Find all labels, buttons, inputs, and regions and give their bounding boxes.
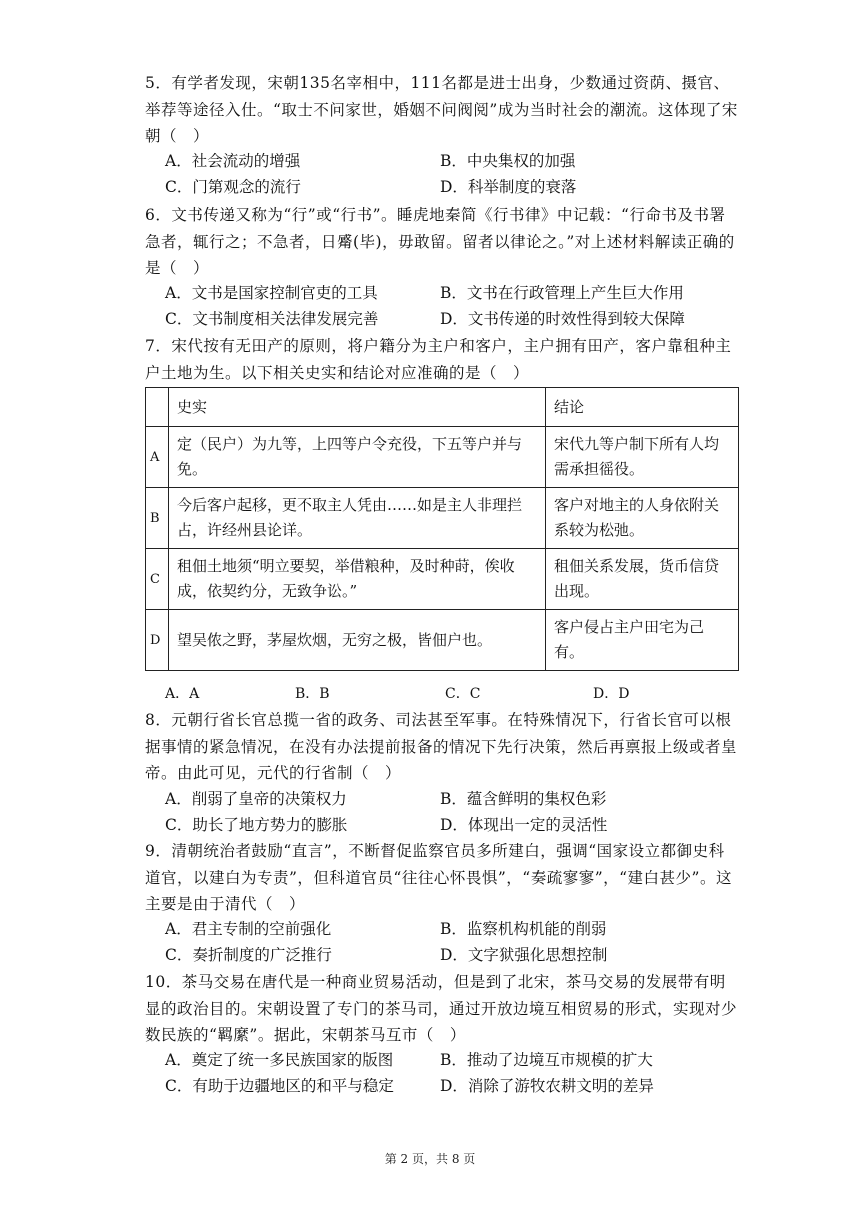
row-conclusion: 宋代九等户制下所有人均需承担徭役。 <box>546 427 739 488</box>
page-footer: 第 2 页，共 8 页 <box>384 1152 476 1166</box>
question-9-options-row-1 <box>165 916 740 942</box>
option-a[interactable]: A．削弱了皇帝的决策权力 <box>165 790 347 808</box>
option-b[interactable]: B．监察机构机能的削弱 <box>440 920 607 938</box>
table-header-label <box>146 388 169 427</box>
option-d[interactable]: D．消除了游牧农耕文明的差异 <box>440 1077 654 1095</box>
option-a[interactable]: A．社会流动的增强 <box>165 152 301 170</box>
question-9-stem: 9．清朝统治者鼓励“直言”，不断督促监察官员多所建白，强调“国家设立都御史科道官，以建白为专责”，但科道官员“往往心怀畏惧”，“奏疏寥寥”，“建白甚少”。这主要是由于清代（ ） <box>145 842 732 913</box>
option-d[interactable]: D．文字狱强化思想控制 <box>440 946 608 964</box>
table-header-conclusion: 结论 <box>546 388 739 427</box>
option-a[interactable]: A．奠定了统一多民族国家的版图 <box>165 1051 394 1069</box>
option-c[interactable]: C．有助于边疆地区的和平与稳定 <box>165 1077 394 1095</box>
option-d[interactable]: D．D <box>593 686 630 702</box>
table-row <box>146 427 739 488</box>
table-row <box>146 488 739 549</box>
option-d[interactable]: D．科举制度的衰落 <box>440 178 577 196</box>
table-row <box>146 549 739 610</box>
row-conclusion: 租佃关系发展，货币信贷出现。 <box>546 549 739 610</box>
row-label: D <box>146 610 169 671</box>
option-d[interactable]: D．体现出一定的灵活性 <box>440 816 608 834</box>
option-d[interactable]: D．文书传递的时效性得到较大保障 <box>440 310 685 328</box>
question-8-options-row-1 <box>165 786 740 812</box>
question-9-options-row-2 <box>165 942 740 968</box>
row-label: A <box>146 427 169 488</box>
table-header-row <box>146 388 739 427</box>
question-10-stem: 10．茶马交易在唐代是一种商业贸易活动，但是到了北宋，茶马交易的发展带有明显的政治目的。宋朝设置了专门的茶马司，通过开放边境互相贸易的形式，实现对少数民族的“羁縻”。据此，宋朝茶马互市（ ） <box>145 973 738 1044</box>
option-b[interactable]: B．蕴含鲜明的集权色彩 <box>440 790 607 808</box>
question-6-options-row-1 <box>165 280 740 306</box>
option-b[interactable]: B．推动了边境互市规模的扩大 <box>440 1051 653 1069</box>
option-c[interactable]: C．门第观念的流行 <box>165 178 301 196</box>
row-conclusion: 客户对地主的人身依附关系较为松弛。 <box>546 488 739 549</box>
option-a[interactable]: A．君主专制的空前强化 <box>165 920 332 938</box>
row-conclusion: 客户侵占主户田宅为己有。 <box>546 610 739 671</box>
option-c[interactable]: C．C <box>445 686 481 702</box>
row-fact: 定（民户）为九等，上四等户令充役，下五等户并与免。 <box>169 427 546 488</box>
option-b[interactable]: B．B <box>295 686 330 702</box>
table-row <box>146 610 739 671</box>
question-7-options <box>165 684 665 704</box>
option-c[interactable]: C．文书制度相关法律发展完善 <box>165 310 379 328</box>
option-a[interactable]: A．文书是国家控制官吏的工具 <box>165 284 378 302</box>
table-header-fact: 史实 <box>169 388 546 427</box>
question-5-options-row-1 <box>165 148 740 174</box>
option-b[interactable]: B．中央集权的加强 <box>440 152 576 170</box>
row-label: B <box>146 488 169 549</box>
question-5-stem: 5．有学者发现，宋朝135名宰相中，111名都是进士出身，少数通过资荫、摄官、举荐等途径入仕。“取士不问家世，婚姻不问阀阅”成为当时社会的潮流。这体现了宋朝（ ） <box>145 74 738 145</box>
question-10-options-row-2 <box>165 1073 740 1099</box>
option-a[interactable]: A．A <box>165 686 200 702</box>
question-7-stem: 7．宋代按有无田产的原则，将户籍分为主户和客户，主户拥有田产，客户靠租种主户土地为生。以下相关史实和结论对应准确的是（ ） <box>145 337 732 382</box>
option-b[interactable]: B．文书在行政管理上产生巨大作用 <box>440 284 684 302</box>
option-c[interactable]: C．助长了地方势力的膨胀 <box>165 816 348 834</box>
row-fact: 望吴侬之野，茅屋炊烟，无穷之极，皆佃户也。 <box>169 610 546 671</box>
option-c[interactable]: C．奏折制度的广泛推行 <box>165 946 332 964</box>
row-fact: 租佃土地须“明立要契，举借粮种，及时种莳，俟收成，依契约分，无致争讼。” <box>169 549 546 610</box>
row-label: C <box>146 549 169 610</box>
question-10-options-row-1 <box>165 1047 740 1073</box>
question-8-options-row-2 <box>165 812 740 838</box>
question-5-options-row-2 <box>165 174 740 200</box>
question-6-options-row-2 <box>165 306 740 332</box>
question-7-table <box>145 387 739 671</box>
question-8-stem: 8．元朝行省长官总揽一省的政务、司法甚至军事。在特殊情况下，行省长官可以根据事情的紧急情况，在没有办法提前报备的情况下先行决策，然后再禀报上级或者皇帝。由此可见，元代的行省制（ ） <box>145 711 738 782</box>
question-6-stem: 6．文书传递又称为“行”或“行书”。睡虎地秦简《行书律》中记载：“行命书及书署急者，辄行之；不急者，日觱(毕)，毋敢留。留者以律论之。”对上述材料解读正确的是（ ） <box>145 206 735 277</box>
row-fact: 今后客户起移，更不取主人凭由……如是主人非理拦占，许经州县论详。 <box>169 488 546 549</box>
